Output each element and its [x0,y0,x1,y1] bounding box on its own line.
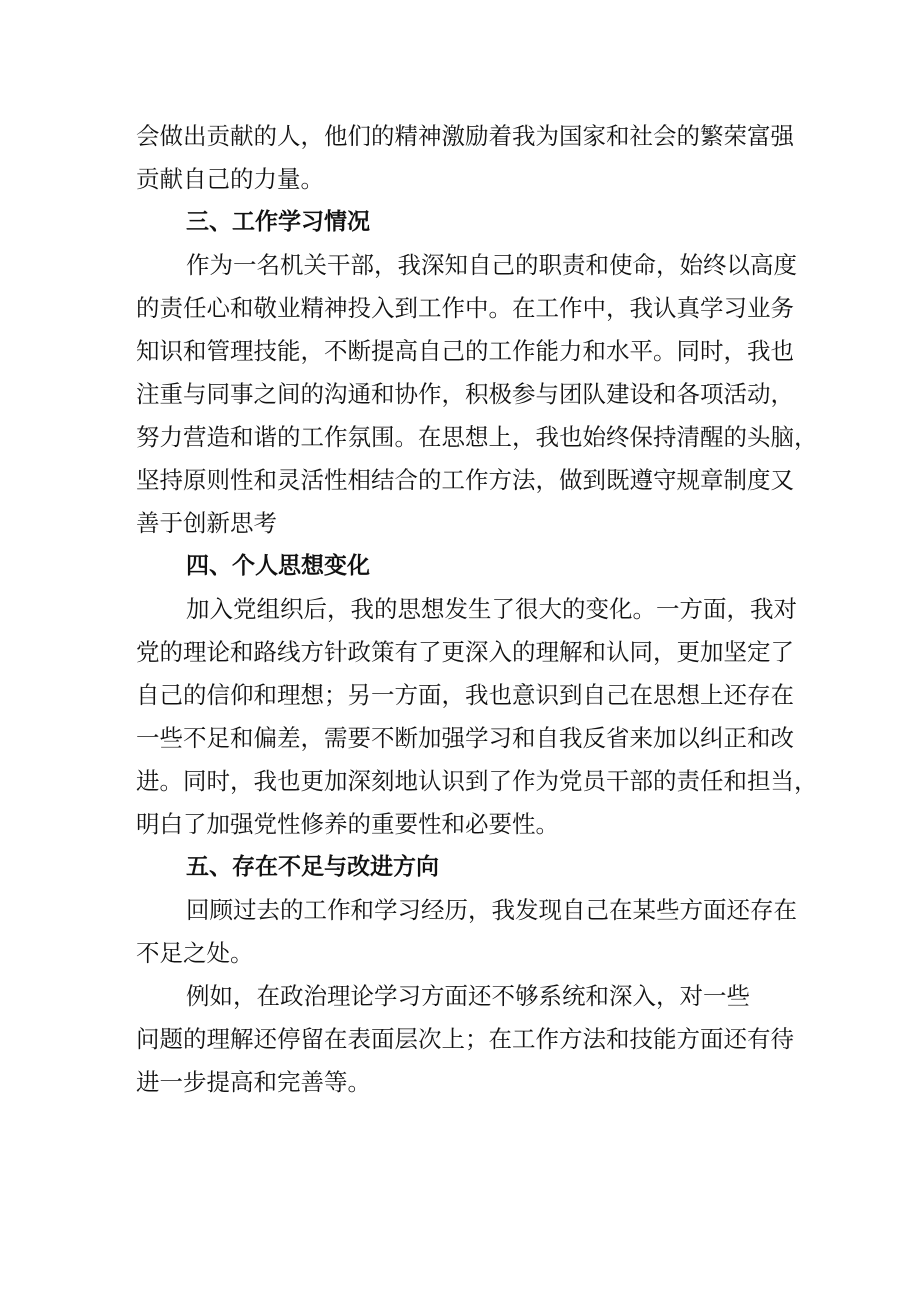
section5-line-3: 例如，在政治理论学习方面还不够系统和深入，对一些 [186,982,750,1010]
section4-line-4: 一些不足和偏差，需要不断加强学习和自我反省来加以纠正和改 [136,724,794,752]
section4-line-2: 党的理论和路线方针政策有了更深入的理解和认同，更加坚定了 [136,638,794,666]
section4-line-3: 自己的信仰和理想；另一方面，我也意识到自己在思想上还存在 [136,681,794,709]
intro-line-1: 会做出贡献的人，他们的精神激励着我为国家和社会的繁荣富强 [136,122,794,150]
section3-line-7: 善于创新思考 [136,509,277,537]
section4-line-1: 加入党组织后，我的思想发生了很大的变化。一方面，我对 [186,595,797,623]
intro-line-2: 贡献自己的力量。 [136,165,324,193]
section5-line-5: 进一步提高和完善等。 [136,1068,371,1096]
section-heading-work-study: 三、工作学习情况 [186,209,370,235]
section3-line-5: 努力营造和谐的工作氛围。在思想上，我也始终保持清醒的头脑， [136,423,818,451]
section4-line-5: 进。同时，我也更加深刻地认识到了作为党员干部的责任和担当， [136,767,818,795]
section3-line-4: 注重与同事之间的沟通和协作，积极参与团队建设和各项活动， [136,380,794,408]
section-heading-shortcomings: 五、存在不足与改进方向 [186,854,439,880]
section3-line-6: 坚持原则性和灵活性相结合的工作方法，做到既遵守规章制度又 [136,466,794,494]
section-heading-thought-change: 四、个人思想变化 [186,553,370,579]
section4-line-6: 明白了加强党性修养的重要性和必要性。 [136,810,559,838]
section5-line-4: 问题的理解还停留在表面层次上；在工作方法和技能方面还有待 [136,1025,794,1053]
section5-line-1: 回顾过去的工作和学习经历，我发现自己在某些方面还存在 [186,896,797,924]
section5-line-2: 不足之处。 [136,939,254,967]
section3-line-3: 知识和管理技能，不断提高自己的工作能力和水平。同时，我也 [136,337,794,365]
section3-line-2: 的责任心和敬业精神投入到工作中。在工作中，我认真学习业务 [136,294,794,322]
section3-line-1: 作为一名机关干部，我深知自己的职责和使命，始终以高度 [186,251,797,279]
